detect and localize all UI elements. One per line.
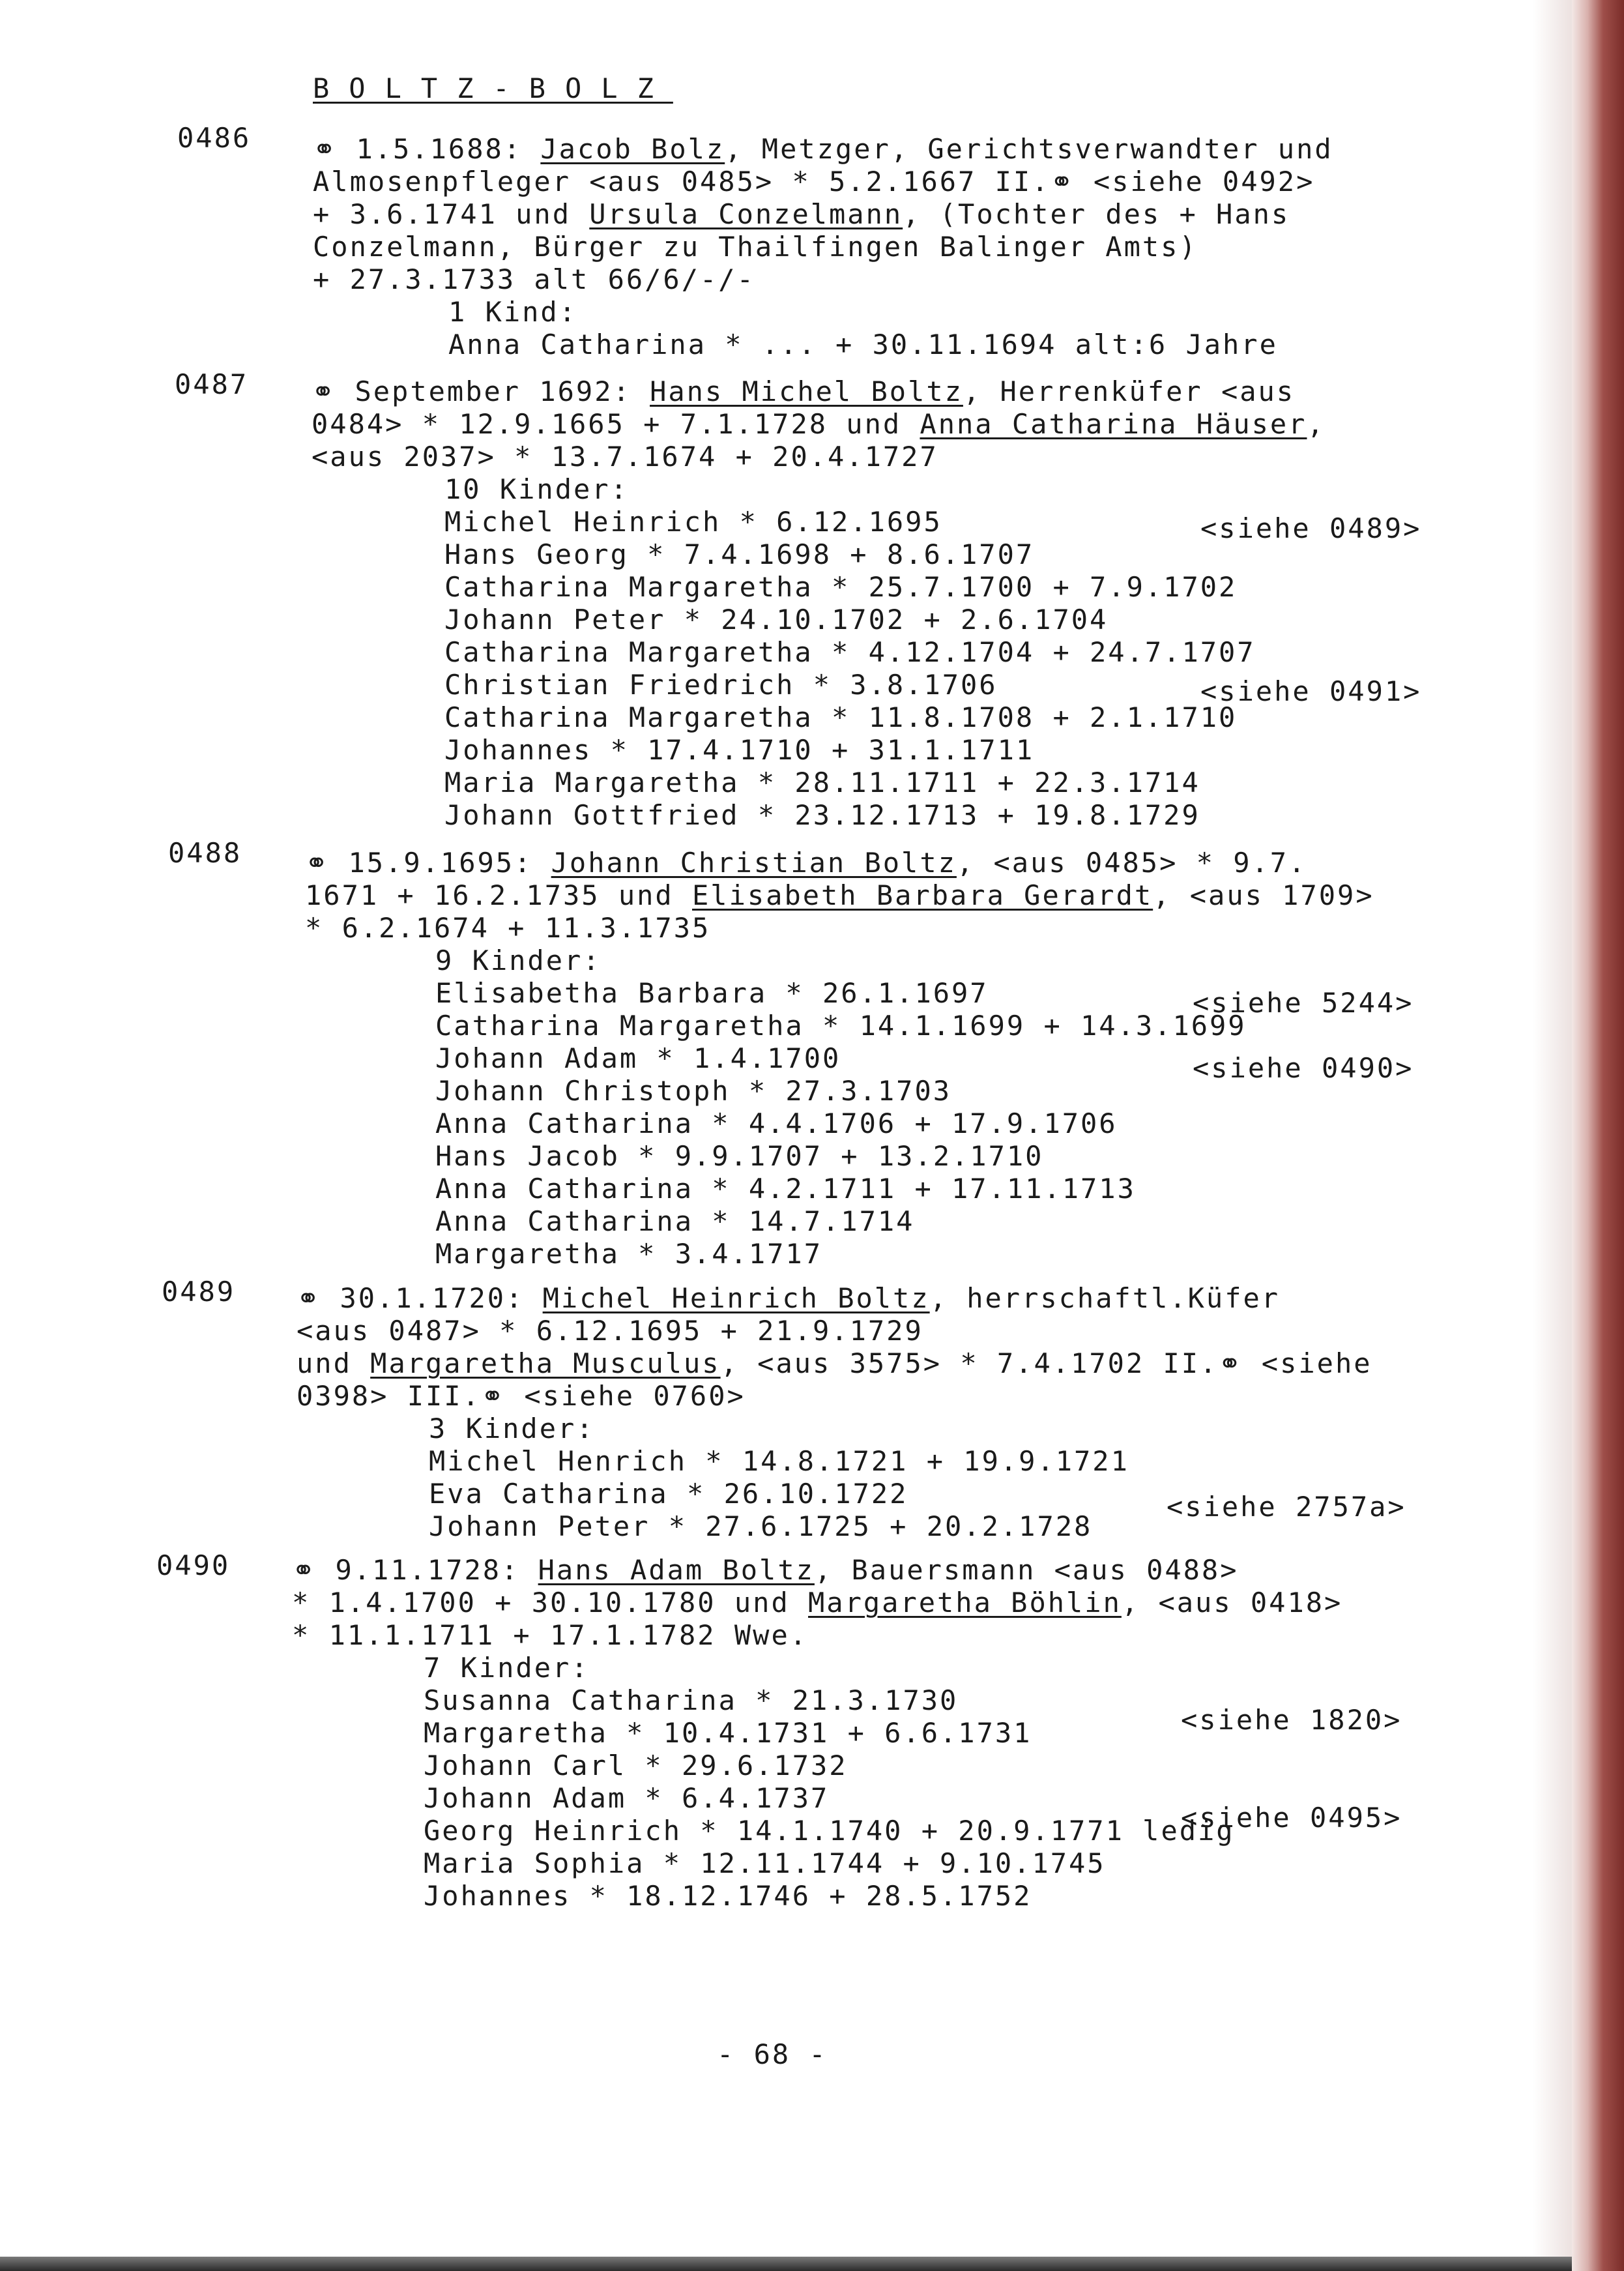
entry-line: 0484> * 12.9.1665 + 7.1.1728 und Anna Catharina Häuser, xyxy=(312,408,1326,440)
children-label: 9 Kinder: xyxy=(435,945,602,976)
child-entry: Catharina Margaretha * 25.7.1700 + 7.9.1702 xyxy=(444,571,1238,603)
bride-name: Anna Catharina Häuser xyxy=(920,408,1307,440)
entry-line: * 11.1.1711 + 17.1.1782 Wwe. xyxy=(292,1619,809,1651)
entry-id: 0489 xyxy=(162,1276,236,1308)
child-entry: Anna Catharina * 4.2.1711 + 17.11.1713 xyxy=(435,1173,1136,1205)
child-entry: Anna Catharina * ... + 30.11.1694 alt:6 Jahre xyxy=(448,329,1278,360)
child-reference: <siehe 0489> xyxy=(1200,512,1422,544)
page-bottom-edge xyxy=(0,2257,1572,2271)
bride-name: Elisabeth Barbara Gerardt xyxy=(692,879,1153,911)
child-entry: Johannes * 18.12.1746 + 28.5.1752 xyxy=(424,1880,1032,1912)
entry-line: * 1.4.1700 + 30.10.1780 und Margaretha Böhlin, <aus 0418> xyxy=(292,1587,1343,1619)
groom-name: Hans Michel Boltz xyxy=(650,375,963,407)
child-entry: Susanna Catharina * 21.3.1730 xyxy=(424,1684,959,1716)
children-label: 7 Kinder: xyxy=(424,1652,590,1684)
children-label: 10 Kinder: xyxy=(444,473,629,505)
entry-line: ⚭ 15.9.1695: Johann Christian Boltz, <aus 0485> * 9.7. xyxy=(305,847,1307,879)
binding-shadow xyxy=(1533,0,1572,2271)
child-reference: <siehe 1820> xyxy=(1181,1704,1402,1736)
entry-line: Almosenpfleger <aus 0485> * 5.2.1667 II.⚭ <siehe 0492> xyxy=(313,166,1315,198)
entry-line: ⚭ 9.11.1728: Hans Adam Boltz, Bauersmann <aus 0488> xyxy=(292,1554,1239,1586)
child-entry: Johann Christoph * 27.3.1703 xyxy=(435,1075,952,1107)
child-entry: Maria Sophia * 12.11.1744 + 9.10.1745 xyxy=(424,1847,1106,1879)
entry-id: 0490 xyxy=(156,1549,231,1581)
entry-line: und Margaretha Musculus, <aus 3575> * 7.4.1702 II.⚭ <siehe xyxy=(297,1347,1372,1379)
child-entry: Margaretha * 10.4.1731 + 6.6.1731 xyxy=(424,1717,1032,1749)
bride-name: Margaretha Böhlin xyxy=(808,1587,1122,1619)
child-entry: Catharina Margaretha * 14.1.1699 + 14.3.1699 xyxy=(435,1010,1247,1042)
child-entry: Johann Gottfried * 23.12.1713 + 19.8.1729 xyxy=(444,799,1200,831)
child-reference: <siehe 0490> xyxy=(1193,1052,1414,1084)
page-heading: BOLTZ-BOLZ xyxy=(313,72,673,104)
groom-name: Jacob Bolz xyxy=(540,133,725,165)
child-entry: Johann Adam * 6.4.1737 xyxy=(424,1782,830,1814)
child-entry: Johann Peter * 24.10.1702 + 2.6.1704 xyxy=(444,604,1109,636)
child-entry: Christian Friedrich * 3.8.1706 xyxy=(444,669,998,701)
child-entry: Hans Jacob * 9.9.1707 + 13.2.1710 xyxy=(435,1140,1044,1172)
entry-id: 0488 xyxy=(168,837,242,869)
child-entry: Anna Catharina * 14.7.1714 xyxy=(435,1205,915,1237)
child-reference: <siehe 2757a> xyxy=(1167,1491,1406,1523)
groom-name: Michel Heinrich Boltz xyxy=(542,1282,930,1314)
child-entry: Johann Peter * 27.6.1725 + 20.2.1728 xyxy=(429,1510,1093,1542)
entry-line: * 6.2.1674 + 11.3.1735 xyxy=(305,912,711,944)
child-reference: <siehe 5244> xyxy=(1193,987,1414,1019)
child-entry: Michel Henrich * 14.8.1721 + 19.9.1721 xyxy=(429,1445,1129,1477)
child-entry: Catharina Margaretha * 11.8.1708 + 2.1.1710 xyxy=(444,701,1238,733)
entry-line: 0398> III.⚭ <siehe 0760> xyxy=(297,1380,746,1412)
bride-name: Ursula Conzelmann xyxy=(589,198,903,230)
entry-line: <aus 0487> * 6.12.1695 + 21.9.1729 xyxy=(297,1315,923,1347)
entry-line: ⚭ 1.5.1688: Jacob Bolz, Metzger, Gerichtsverwandter und xyxy=(313,133,1333,165)
child-entry: Michel Heinrich * 6.12.1695 xyxy=(444,506,942,538)
entry-id: 0486 xyxy=(177,122,252,154)
child-entry: Anna Catharina * 4.4.1706 + 17.9.1706 xyxy=(435,1107,1118,1139)
children-label: 1 Kind: xyxy=(448,296,578,328)
book-binding-edge xyxy=(1572,0,1624,2271)
groom-name: Johann Christian Boltz xyxy=(551,847,957,879)
page-number: - 68 - xyxy=(717,2038,828,2070)
child-entry: Johannes * 17.4.1710 + 31.1.1711 xyxy=(444,734,1035,766)
entry-line: <aus 2037> * 13.7.1674 + 20.4.1727 xyxy=(312,441,938,473)
entry-line: ⚭ 30.1.1720: Michel Heinrich Boltz, herrschaftl.Küfer xyxy=(297,1282,1281,1314)
child-entry: Eva Catharina * 26.10.1722 xyxy=(429,1478,908,1510)
entry-line: Conzelmann, Bürger zu Thailfingen Balinger Amts) xyxy=(313,231,1198,263)
groom-name: Hans Adam Boltz xyxy=(538,1554,815,1586)
entry-line: + 27.3.1733 alt 66/6/-/- xyxy=(313,263,755,295)
child-entry: Elisabetha Barbara * 26.1.1697 xyxy=(435,977,989,1009)
child-entry: Johann Adam * 1.4.1700 xyxy=(435,1042,841,1074)
entry-line: ⚭ September 1692: Hans Michel Boltz, Herrenküfer <aus xyxy=(312,375,1296,407)
entry-line: 1671 + 16.2.1735 und Elisabeth Barbara Gerardt, <aus 1709> xyxy=(305,879,1374,911)
child-entry: Catharina Margaretha * 4.12.1704 + 24.7.1707 xyxy=(444,636,1256,668)
child-reference: <siehe 0491> xyxy=(1200,675,1422,707)
child-entry: Margaretha * 3.4.1717 xyxy=(435,1238,823,1270)
child-entry: Georg Heinrich * 14.1.1740 + 20.9.1771 ledig xyxy=(424,1815,1235,1847)
entry-line: + 3.6.1741 und Ursula Conzelmann, (Tochter des + Hans xyxy=(313,198,1290,230)
child-entry: Hans Georg * 7.4.1698 + 8.6.1707 xyxy=(444,538,1035,570)
bride-name: Margaretha Musculus xyxy=(370,1347,721,1379)
children-label: 3 Kinder: xyxy=(429,1413,595,1444)
entry-id: 0487 xyxy=(175,368,249,400)
child-reference: <siehe 0495> xyxy=(1181,1802,1402,1834)
child-entry: Maria Margaretha * 28.11.1711 + 22.3.1714 xyxy=(444,767,1200,799)
child-entry: Johann Carl * 29.6.1732 xyxy=(424,1750,848,1781)
